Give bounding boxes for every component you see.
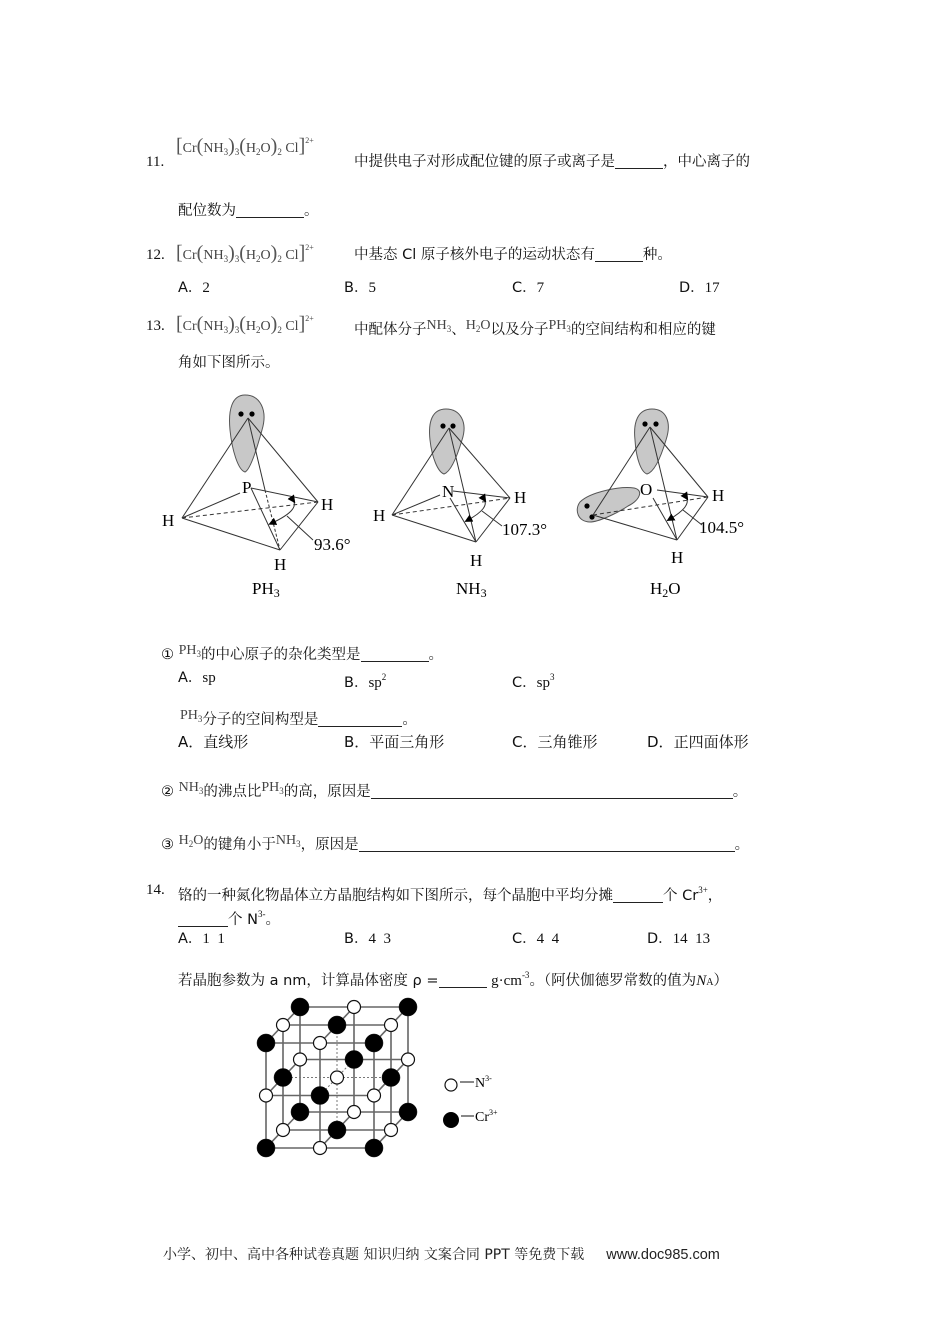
atom-label-h: H bbox=[321, 495, 334, 514]
filled-circle-icon bbox=[443, 1112, 459, 1128]
q13-sub2-stem: ② $NH_3$的沸点比$PH_3$的高，原因是 。 bbox=[161, 780, 748, 800]
question-number-11: 11. bbox=[146, 154, 165, 170]
bond-angle-label: 107.3° bbox=[502, 520, 548, 539]
atom-label-h: H bbox=[162, 511, 175, 530]
cr-ion-site bbox=[291, 1103, 309, 1121]
legend-label-cr: $Cr^{3+}$ bbox=[475, 1108, 498, 1125]
legend-label-n: $N^{3-}$ bbox=[475, 1074, 492, 1091]
n-ion-site bbox=[385, 1019, 398, 1032]
cr-ion-site bbox=[399, 1103, 417, 1121]
n-ion-site bbox=[277, 1124, 290, 1137]
q13-stem: 中配体分子$NH_3$、$H_2O$以及分子$PH_3$的空间结构和相应的键 bbox=[354, 318, 716, 338]
answer-blank-q11-coordination[interactable] bbox=[236, 201, 304, 218]
h2o-structure bbox=[577, 409, 744, 600]
q14-density-stem: 若晶胞参数为 a nm，计算晶体密度 $\rho = g\cdot cm^{-3}$。（阿伏伽德罗常数的值为NA） bbox=[178, 970, 728, 989]
q12-option-b[interactable]: B．5 bbox=[344, 280, 376, 296]
q13-geometry-option-b[interactable]: B．平面三角形 bbox=[344, 733, 445, 751]
cr-ion-site bbox=[365, 1139, 383, 1157]
answer-blank-q13-hybridization[interactable] bbox=[361, 645, 429, 662]
cr-ion-site bbox=[291, 998, 309, 1016]
atom-label-h: H bbox=[470, 551, 483, 570]
answer-blank-q11-donor[interactable] bbox=[615, 152, 663, 169]
complex-formula-q12: [$Cr(NH_3)_3(H_2O)_2$ Cl]$^{2+}$ bbox=[176, 242, 314, 264]
electron-dot bbox=[642, 421, 647, 426]
n-ion-site bbox=[348, 1001, 361, 1014]
legend-item-nitride bbox=[445, 1074, 492, 1091]
q13-stem-cont: 角如下图所示。 bbox=[178, 355, 280, 371]
electron-dot bbox=[249, 411, 254, 416]
q12-option-d[interactable]: D．17 bbox=[679, 280, 720, 296]
answer-blank-q14-cr-count[interactable] bbox=[613, 886, 663, 903]
electron-dot bbox=[440, 423, 445, 428]
q13-sub1-geometry-stem: $PH_3$分子的空间构型是 。 bbox=[180, 708, 417, 728]
atom-label-h: H bbox=[712, 486, 725, 505]
electron-dot bbox=[584, 503, 589, 508]
electron-dot bbox=[238, 411, 243, 416]
n-ion-site bbox=[314, 1037, 327, 1050]
answer-blank-q13-boiling-point[interactable] bbox=[371, 782, 733, 799]
cr-ion-site bbox=[311, 1087, 329, 1105]
cr-ion-site bbox=[365, 1034, 383, 1052]
q12-option-a[interactable]: A．2 bbox=[178, 280, 210, 296]
n-ion-site bbox=[368, 1089, 381, 1102]
footer-website-link[interactable]: www.doc985.com bbox=[606, 1247, 720, 1263]
q13-geometry-option-c[interactable]: C．三角锥形 bbox=[512, 733, 598, 751]
q14-stem: 铬的一种氮化物晶体立方晶胞结构如下图所示，每个晶胞中平均分摊 个 $Cr^{3+}$， bbox=[178, 885, 723, 904]
cr-ion-site bbox=[257, 1034, 275, 1052]
q14-option-c[interactable]: C．4 4 bbox=[512, 931, 560, 947]
lattice-legend bbox=[438, 1070, 518, 1132]
q13-sub3-stem: ③ $H_2O$的键角小于$NH_3$，原因是 。 bbox=[161, 833, 750, 853]
answer-blank-q14-density[interactable] bbox=[439, 971, 487, 988]
bond-angle-label: 104.5° bbox=[699, 518, 745, 537]
q14-option-d[interactable]: D．14 13 bbox=[647, 931, 711, 947]
atom-label-p: P bbox=[242, 478, 252, 497]
atom-label-o: O bbox=[640, 480, 653, 499]
complex-formula-q13: [$Cr(NH_3)_3(H_2O)_2$ Cl]$^{2+}$ bbox=[176, 313, 314, 335]
cr-ion-site bbox=[274, 1069, 292, 1087]
open-circle-icon bbox=[445, 1079, 457, 1091]
ph3-structure bbox=[162, 395, 351, 600]
q11-stem-cont: 配位数为 。 bbox=[178, 203, 319, 219]
q13-geometry-option-d[interactable]: D．正四面体形 bbox=[647, 733, 749, 751]
q12-stem: 中基态 Cl 原子核外电子的运动状态有 种。 bbox=[354, 247, 672, 263]
complex-formula-q11: [$Cr(NH_3)_3(H_2O)_2$ Cl]$^{2+}$ bbox=[176, 135, 314, 157]
q14-option-a[interactable]: A．1 1 bbox=[178, 931, 225, 947]
question-number-12: 12. bbox=[146, 247, 165, 263]
question-number-14: 14. bbox=[146, 882, 165, 898]
q13-sub1-option-c[interactable]: C．$sp^3$ bbox=[512, 672, 555, 691]
atom-label-h: H bbox=[274, 555, 287, 574]
n-ion-site bbox=[294, 1053, 307, 1066]
answer-blank-q13-bond-angle[interactable] bbox=[359, 835, 735, 852]
cr-ion-site bbox=[382, 1069, 400, 1087]
q13-sub1-option-b[interactable]: B．$sp^2$ bbox=[344, 672, 387, 691]
crystal-unit-cell-figure bbox=[250, 990, 430, 1165]
legend-item-chromium bbox=[443, 1108, 498, 1128]
cr-ion-site bbox=[345, 1051, 363, 1069]
lone-pair-lobe bbox=[635, 409, 669, 474]
q14-stem-cont: 个 $N^{3-}$。 bbox=[178, 904, 280, 930]
cr-ion-site bbox=[399, 998, 417, 1016]
atom-label-h: H bbox=[373, 506, 386, 525]
molecule-caption-nh3: NH3 bbox=[456, 579, 487, 600]
cr-ion-site bbox=[257, 1139, 275, 1157]
cr-ion-site bbox=[328, 1016, 346, 1034]
page-footer: 小学、初中、高中各种试卷真题 知识归纳 文案合同 PPT 等免费下载 www.doc985.com bbox=[163, 1247, 720, 1263]
n-ion-site bbox=[314, 1142, 327, 1155]
lone-pair-lobe bbox=[230, 395, 264, 472]
answer-blank-q13-geometry[interactable] bbox=[318, 710, 402, 727]
n-ion-site bbox=[402, 1053, 415, 1066]
q11-stem: 中提供电子对形成配位键的原子或离子是 ，中心离子的 bbox=[354, 154, 750, 170]
q13-geometry-option-a[interactable]: A．直线形 bbox=[178, 733, 249, 751]
q13-sub1-option-a[interactable]: A．sp bbox=[178, 670, 216, 686]
bond-angle-label: 93.6° bbox=[314, 535, 351, 554]
answer-blank-q14-n-count[interactable] bbox=[178, 910, 228, 927]
q12-option-c[interactable]: C．7 bbox=[512, 280, 545, 296]
n-ion-site bbox=[277, 1019, 290, 1032]
q13-sub1-stem: ① $PH_3$的中心原子的杂化类型是 。 bbox=[161, 643, 444, 663]
lone-pair-lobe bbox=[430, 409, 464, 474]
electron-dot bbox=[653, 421, 658, 426]
question-number-13: 13. bbox=[146, 318, 165, 334]
atom-label-h: H bbox=[514, 488, 527, 507]
n-ion-site bbox=[385, 1124, 398, 1137]
atom-label-h: H bbox=[671, 548, 684, 567]
nh3-structure bbox=[373, 409, 547, 600]
q14-option-b[interactable]: B．4 3 bbox=[344, 931, 391, 947]
cr-ion-site bbox=[328, 1121, 346, 1139]
n-ion-site bbox=[260, 1089, 273, 1102]
answer-blank-q12[interactable] bbox=[595, 245, 643, 262]
atom-label-n: N bbox=[442, 482, 455, 501]
electron-dot bbox=[450, 423, 455, 428]
molecule-caption-h2o: H2O bbox=[650, 579, 681, 600]
n-ion-site bbox=[331, 1071, 344, 1084]
molecule-caption-ph3: PH3 bbox=[252, 579, 280, 600]
n-ion-site bbox=[348, 1106, 361, 1119]
molecule-structures-figure bbox=[150, 390, 800, 605]
